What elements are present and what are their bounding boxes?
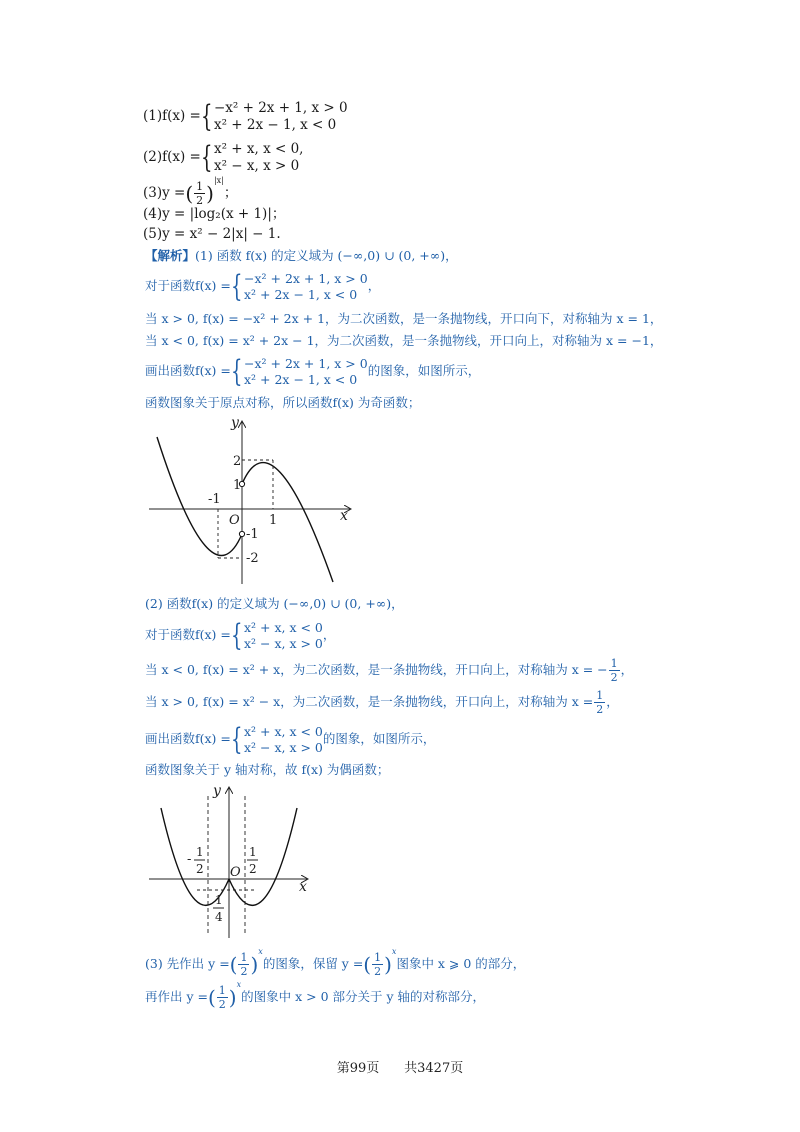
tick-label: 1	[233, 478, 242, 493]
tick-label: 1	[269, 513, 278, 528]
tick-label: -1	[208, 492, 221, 507]
solution-1-line-1: 【解析】(1) 函数 f(x) 的定义域为 (−∞,0) ∪ (0, +∞)，	[145, 248, 458, 263]
quarter-num: 1	[215, 893, 223, 907]
brace-icon: {	[200, 139, 213, 175]
solution-1-line-2: 对于函数f(x) ={ −x² + 2x + 1, x > 0 x² + 2x − 1, x < 0 ，	[145, 268, 381, 304]
neg-half-num: 1	[196, 845, 204, 859]
quarter-den: 4	[215, 910, 223, 924]
solution-tag: 【解析】	[145, 248, 196, 263]
y-axis-label: y	[213, 783, 221, 799]
page-number: 第99页	[336, 1061, 380, 1076]
origin-label: O	[230, 865, 241, 880]
problem-1-case-1: −x² + 2x + 1, x > 0	[213, 100, 348, 116]
solution-2-line-2: 对于函数f(x) ={ x² + x, x < 0 x² − x, x > 0 ，	[145, 617, 336, 653]
solution-1-line-6: 函数图象关于原点对称，所以函数f(x) 为奇函数；	[145, 395, 421, 410]
solution-1-line-3: 当 x > 0, f(x) = −x² + 2x + 1，为二次函数，是一条抛物线，开口向下，对称轴为 x = 1，	[145, 311, 663, 326]
graph-2	[145, 780, 315, 940]
curve-left	[161, 808, 229, 905]
curve-left	[157, 437, 242, 556]
problem-1-lhs: (1)f(x) =	[143, 108, 201, 125]
problem-2-lhs: (2)f(x) =	[143, 149, 201, 166]
open-point-icon	[239, 531, 244, 536]
x-axis-label: x	[299, 879, 307, 895]
page-footer	[0, 1057, 800, 1076]
solution-2-line-3: 当 x < 0, f(x) = x² + x，为二次函数，是一条抛物线，开口向上，对称轴为 x = − $\frac{1}{2}$ ，	[145, 657, 634, 684]
problem-2	[143, 141, 303, 175]
x-axis-label: x	[340, 508, 348, 524]
neg-sign: -	[187, 852, 192, 867]
solution-3-line-1: (3) 先作出 y =( $\frac{1}{2}$ )$^x$的图象，保留 y =( $\frac{1}{2}$ )$^x$图象中 x ⩾ 0 的部分，	[145, 947, 526, 978]
brace-icon: {	[230, 721, 243, 757]
neg-half-den: 2	[196, 862, 204, 876]
origin-label: O	[229, 513, 240, 528]
problem-1	[143, 100, 348, 134]
fraction-one-half: $\frac{1}{2}$	[196, 180, 204, 207]
brace-icon: {	[230, 268, 243, 304]
graph-1	[145, 412, 375, 587]
problem-2-case-1: x² + x, x < 0,	[213, 141, 304, 157]
half-num: 1	[249, 845, 257, 859]
solution-1-line-4: 当 x < 0, f(x) = x² + 2x − 1，为二次函数，是一条抛物线，开口向上，对称轴为 x = −1，	[145, 333, 663, 348]
tick-label: 2	[233, 454, 242, 469]
solution-2-line-1: (2) 函数f(x) 的定义域为 (−∞,0) ∪ (0, +∞)，	[145, 596, 404, 611]
tick-label: -1	[246, 527, 259, 542]
problem-1-case-2: x² + 2x − 1, x < 0	[213, 116, 337, 133]
solution-3-line-2: 再作出 y =( $\frac{1}{2}$ )$^x$的图象中 x > 0 部分关于 y 轴的对称部分，	[145, 980, 486, 1011]
curve-right	[229, 808, 297, 905]
tick-label: -2	[246, 551, 259, 566]
problem-5: (5)y = x² − 2|x| − 1.	[143, 226, 281, 242]
half-den: 2	[249, 862, 257, 876]
problem-3: (3)y =( $\frac{1}{2}$ )$^{|x|}$；	[143, 176, 238, 207]
brace-icon: {	[230, 353, 243, 389]
brace-icon: {	[230, 617, 243, 653]
problem-4: (4)y = |log₂(x + 1)|；	[143, 206, 286, 222]
solution-2-line-6: 函数图象关于 y 轴对称，故 f(x) 为偶函数；	[145, 762, 390, 777]
brace-icon: {	[200, 98, 213, 134]
y-axis-label: y	[231, 415, 239, 431]
page-total: 共3427页	[404, 1061, 464, 1076]
solution-1-line-5: 画出函数f(x) ={ −x² + 2x + 1, x > 0 x² + 2x − 1, x < 0 的图象，如图所示，	[145, 353, 481, 389]
solution-2-line-5: 画出函数f(x) ={ x² + x, x < 0 x² − x, x > 0 的图象，如图所示，	[145, 721, 436, 757]
solution-2-line-4: 当 x > 0, f(x) = x² − x，为二次函数，是一条抛物线，开口向上，对称轴为 x = $\frac{1}{2}$ ，	[145, 689, 619, 716]
problem-2-case-2: x² − x, x > 0	[213, 157, 300, 174]
